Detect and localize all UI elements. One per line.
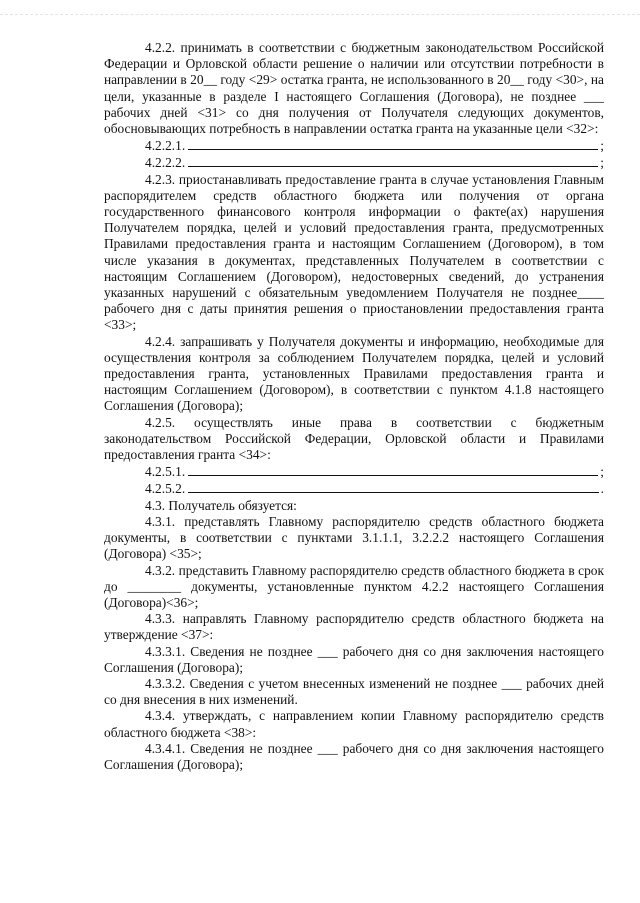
clause-4-2-5: 4.2.5. осуществлять иные права в соответствии с бюджетным законодательством Российской Федерации, Орловской области и Правилами предоставления гранта <34>: — [104, 414, 604, 463]
fill-line-4-2-5-2 — [104, 480, 604, 497]
clause-4-3-2: 4.3.2. представить Главному распорядителю средств областного бюджета в срок до ________ документы, установленные пунктом 4.2.2 настоящего Соглашения (Договора)<36>; — [104, 562, 604, 610]
fill-blank — [188, 463, 598, 476]
fill-line-number: 4.2.2.1. — [145, 138, 186, 154]
clause-4-3-3: 4.3.3. направлять Главному распорядителю средств областного бюджета на утверждение <37>: — [104, 611, 604, 643]
fill-line-4-2-2-2 — [104, 154, 604, 171]
fill-blank — [188, 137, 598, 150]
clause-4-2-2: 4.2.2. принимать в соответствии с бюджетным законодательством Российской Федерации и Орловской области решение о наличии или отсутствии потребности в направлении в 20__ году <29> остатка гранта, не использованного в 20__ году <30>, на цели, указанные в разделе I настоящего Соглашения (Договора), не позднее ___ рабочих дней <31> со дня получения от Получателя следующих документов, обосновывающих потребность в направлении остатка гранта на указанные цели <32>: — [104, 40, 604, 137]
clause-4-3-3-1: 4.3.3.1. Сведения не позднее ___ рабочего дня со дня заключения настоящего Соглашения (Договора); — [104, 643, 604, 675]
fill-blank — [188, 154, 598, 167]
clause-4-3-1: 4.3.1. представлять Главному распорядителю средств областного бюджета документы, в соответствии с пунктами 3.1.1.1, 3.2.2.2 настоящего Соглашения (Договора) <35>; — [104, 513, 604, 562]
clause-4-2-3: 4.2.3. приостанавливать предоставление гранта в случае установления Главным распорядителем средств областного бюджета или получения от органа государственного финансового контроля информации о факте(ах) нарушения Получателем порядка, целей и условий предоставления гранта, предусмотренных Правилами предоставления гранта и настоящим Соглашением (Договором), в том числе указания в документах, представленных Получателем в соответствии с настоящим Соглашением (Договором), недостоверных сведений, до устранения указанных нарушений с обязательным уведомлением Получателя не позднее____ рабочего дня с даты принятия решения о приостановлении предоставления гранта <33>; — [104, 171, 604, 333]
fill-line-end: . — [600, 481, 604, 497]
clause-4-3-3-2: 4.3.3.2. Сведения с учетом внесенных изменений не позднее ___ рабочих дней со дня внесения в них изменений. — [104, 675, 604, 708]
fill-line-end: ; — [600, 155, 604, 171]
clause-4-2-4: 4.2.4. запрашивать у Получателя документы и информацию, необходимые для осуществления контроля за соблюдением Получателем порядка, целей и условий предоставления гранта, установленных Правилами предоставления гранта и настоящим Соглашением (Договором), в соответствии с пунктом 4.1.8 настоящего Соглашения (Договора); — [104, 333, 604, 414]
page-top-edge — [0, 14, 640, 15]
fill-line-end: ; — [600, 138, 604, 154]
fill-line-4-2-5-1 — [104, 463, 604, 480]
fill-line-end: ; — [600, 464, 604, 480]
clause-4-3: 4.3. Получатель обязуется: — [145, 497, 297, 513]
fill-line-number: 4.2.5.2. — [145, 481, 186, 497]
clause-4-3-4-1: 4.3.4.1. Сведения не позднее ___ рабочего дня со дня заключения настоящего Соглашения (Договора); — [104, 740, 604, 772]
document-page — [104, 40, 604, 773]
fill-blank — [188, 480, 598, 493]
clause-4-3-4: 4.3.4. утверждать, с направлением копии Главному распорядителю средств областного бюджета <38>: — [104, 708, 604, 740]
fill-line-number: 4.2.5.1. — [145, 464, 186, 480]
fill-line-4-2-2-1 — [104, 137, 604, 154]
fill-line-number: 4.2.2.2. — [145, 155, 186, 171]
